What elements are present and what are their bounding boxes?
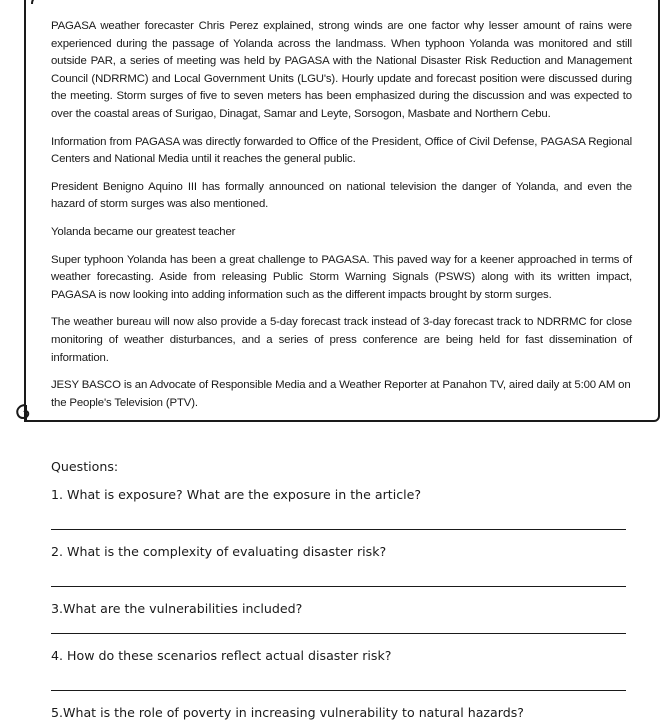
question-5: 5.What is the role of poverty in increasing vulnerability to natural hazards? (51, 705, 524, 720)
article-paragraph-6: The weather bureau will now also provide a 5-day forecast track instead of 3-day forecast track to NDRRMC for close monitoring of weather disturbances, and a series of press conference are being held for fast dissemination of information. (51, 316, 632, 364)
questions-heading: Questions: (51, 459, 119, 474)
article-text (51, 18, 632, 422)
answer-line-1[interactable] (51, 529, 626, 530)
answer-line-4[interactable] (51, 690, 626, 691)
article-author-note: JESY BASCO is an Advocate of Responsible Media and a Weather Reporter at Panahon TV, aired daily at 5:00 AM on the People's Television (PTV). (51, 379, 631, 409)
scroll-bottom-curl (12, 401, 36, 425)
scroll-top-curl (30, 0, 50, 6)
article-subheading: Yolanda became our greatest teacher (51, 225, 236, 238)
question-1: 1. What is exposure? What are the exposure in the article? (51, 487, 422, 502)
article-paragraph-3: President Benigno Aquino III has formally announced on national television the danger of Yolanda, and even the hazard of storm surges was also mentioned. (51, 180, 632, 211)
answer-line-3[interactable] (51, 633, 626, 634)
article-paragraph-1: PAGASA weather forecaster Chris Perez explained, strong winds are one factor why lesser amount of rains were experienced during the passage of Yolanda across the landmass. When typhoon Yolanda was monitored and still outside PAR, a series of meeting was held by PAGASA with the National Disaster Risk Reduction and Management Council (NDRRMC) and Local Government Units (LGU's). Hourly update and forecast position were discussed during the meeting. Storm surges of five to seven meters has been emphasized during the discussion and was expected to over the coastal areas of Surigao, Dinagat, Samar and Leyte, Sorsogon, Masbate and Northern Cebu. (51, 20, 632, 120)
answer-line-2[interactable] (51, 586, 626, 587)
article-paragraph-2: Information from PAGASA was directly forwarded to Office of the President, Office of Civil Defense, PAGASA Regional Centers and National Media until it reaches the general public. (51, 135, 632, 166)
question-2: 2. What is the complexity of evaluating disaster risk? (51, 544, 387, 559)
article-paragraph-5: Super typhoon Yolanda has been a great challenge to PAGASA. This paved way for a keener approached in terms of weather forecasting. Aside from releasing Public Storm Warning Signals (PSWS) along with its written impact, PAGASA is now looking into adding information such as the different impacts brought by storm surges. (51, 253, 632, 301)
question-4: 4. How do these scenarios reflect actual disaster risk? (51, 648, 392, 663)
question-3: 3.What are the vulnerabilities included? (51, 601, 303, 616)
